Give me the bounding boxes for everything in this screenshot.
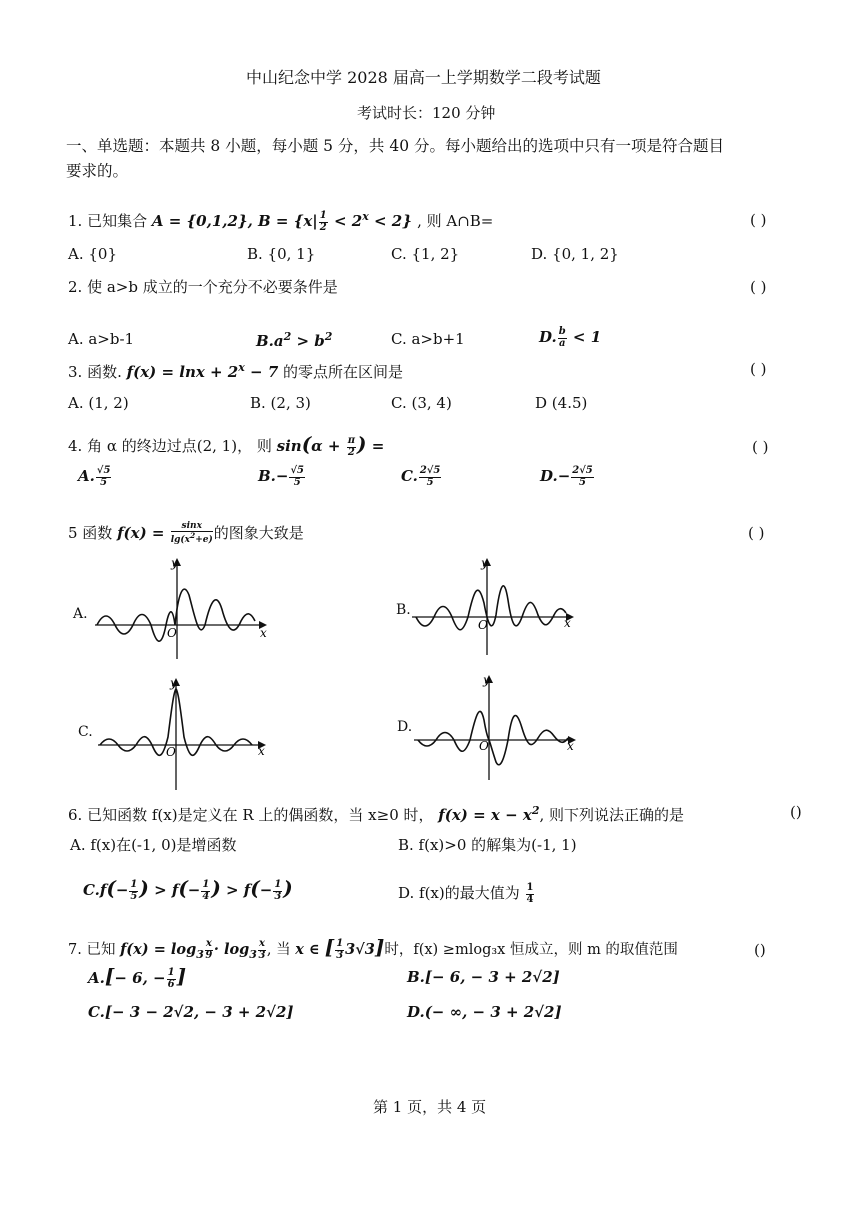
- question-4-option-b: B.− $\frac{√5}{5}$: [258, 465, 304, 488]
- graph-b: [412, 555, 592, 665]
- question-3-stem: 3. 函数. $f(x) = \ln x + 2^x - 7$ 的零点所在区间是: [68, 361, 404, 381]
- question-2-option-a: A. a>b-1: [68, 330, 135, 348]
- question-7-option-a: A.[− 6, − $\frac{1}{6}$ ]: [88, 964, 187, 990]
- question-2-option-d: D. $\frac{b}{a}$ < 1: [539, 326, 602, 349]
- question-6-option-a: A. f(x)在(-1, 0)是增函数: [70, 836, 237, 854]
- question-6-answer-paren: (): [790, 803, 802, 821]
- question-5-answer-paren: ( ): [748, 524, 765, 542]
- graph-b-x-label: x: [564, 616, 571, 630]
- graph-b-origin-label: O: [478, 618, 488, 632]
- question-7-option-c: C.[− 3 − 2√2, − 3 + 2√2]: [88, 1003, 294, 1021]
- question-3-option-b: B. (2, 3): [250, 394, 311, 412]
- graph-c: [98, 675, 278, 795]
- question-1-answer-paren: ( ): [750, 211, 767, 229]
- graph-a: [95, 555, 275, 665]
- graph-d-x-label: x: [567, 739, 574, 753]
- question-3-math: $f(x) = \ln x + 2^x - 7$: [126, 361, 279, 381]
- page-footer: 第 1 页，共 4 页: [373, 1098, 487, 1116]
- question-1-option-d: D. {0, 1, 2}: [531, 245, 619, 263]
- question-1-option-c: C. {1, 2}: [391, 245, 460, 263]
- question-6-option-b: B. f(x)>0 的解集为(-1, 1): [398, 836, 577, 854]
- question-7-stem: 7. 已知 $f(x) = \log_3$ $\frac{x}{9}$ · $\log_3$ $\frac{x}{3}$ , 当 x ∈ [ $\frac{1}{3}$ 3√3]时，f(x) ≥mlog₃x 恒成立，则 m 的取值范围: [68, 935, 678, 961]
- question-3-option-c: C. (3, 4): [391, 394, 452, 412]
- graph-c-label: C.: [78, 724, 93, 740]
- graph-a-origin-label: O: [167, 626, 177, 640]
- question-7-option-b: B.[− 6, − 3 + 2√2]: [407, 968, 560, 986]
- graph-d-y-label: y: [483, 673, 490, 687]
- exam-duration: 考试时长：120 分钟: [357, 104, 496, 122]
- question-4-option-c: C. $\frac{2√5}{5}$: [401, 465, 441, 488]
- graph-b-curve: [416, 586, 566, 630]
- graph-a-label: A.: [73, 606, 88, 622]
- question-6-math: $f(x) = x - x^2$: [438, 804, 540, 824]
- question-1-stem: 1. 已知集合 A = {0,1,2}, B = {x| $\frac{1}{2}$ < $2^x < 2$} , 则 A∩B=: [68, 210, 494, 233]
- question-4-math: sin(α + $\frac{\pi}{2}$ ) =: [276, 432, 385, 458]
- graph-a-y-label: y: [171, 556, 178, 570]
- question-3-answer-paren: ( ): [750, 360, 767, 378]
- graph-b-y-label: y: [481, 556, 488, 570]
- question-1-option-b: B. {0, 1}: [247, 245, 316, 263]
- question-1-option-a: A. {0}: [68, 245, 117, 263]
- graph-d-origin-label: O: [479, 739, 489, 753]
- question-2-stem: 2. 使 a>b 成立的一个充分不必要条件是: [68, 278, 338, 296]
- question-6-stem: 6. 已知函数 f(x)是定义在 R 上的偶函数，当 x≥0 时， $f(x) = x - x^2$, 则下列说法正确的是: [68, 804, 685, 824]
- question-4-stem: 4. 角 α 的终边过点(2, 1)， 则 sin(α + $\frac{\pi}{2}$ ) =: [68, 432, 385, 458]
- question-7-answer-paren: (): [754, 941, 766, 959]
- question-4-answer-paren: ( ): [752, 438, 769, 456]
- question-7-math: $f(x) = \log_3$ $\frac{x}{9}$ · $\log_3$ $\frac{x}{3}$: [120, 938, 266, 961]
- question-7-option-d: D.(− ∞, − 3 + 2√2]: [407, 1003, 562, 1021]
- exam-title: 中山纪念中学 2028 届高一上学期数学二段考试题: [246, 68, 601, 87]
- graph-d-curve: [418, 711, 568, 764]
- question-3-option-d: D (4.5): [535, 394, 588, 412]
- graph-a-x-label: x: [260, 626, 267, 640]
- graph-c-origin-label: O: [166, 745, 176, 759]
- question-2-answer-paren: ( ): [750, 278, 767, 296]
- question-5-stem: 5 函数 f(x) = $\frac{\sin x}{\lg(x^2+e)}$ 的图象大致是: [68, 521, 304, 546]
- graph-c-x-label: x: [258, 744, 265, 758]
- graph-d-label: D.: [397, 719, 413, 735]
- graph-b-label: B.: [396, 602, 411, 618]
- question-2-option-c: C. a>b+1: [391, 330, 465, 348]
- question-3-option-a: A. (1, 2): [68, 394, 129, 412]
- question-1-math: A = {0,1,2}, B = {x| $\frac{1}{2}$ < $2^x < 2$}: [151, 210, 418, 233]
- question-2-option-b: $B.a^2 > b^2$: [256, 330, 333, 350]
- question-6-option-d: D. f(x)的最大值为 $\frac{1}{4}$: [398, 882, 534, 905]
- question-4-option-a: A. $\frac{√5}{5}$: [78, 465, 111, 488]
- section-heading-line2: 要求的。: [66, 162, 129, 180]
- question-5-math: f(x) = $\frac{\sin x}{\lg(x^2+e)}$: [117, 521, 213, 546]
- question-4-option-d: D.− $\frac{2√5}{5}$: [540, 465, 593, 488]
- question-6-option-c: C.f(− $\frac{1}{5}$ ) > f(− $\frac{1}{4}$ ) > f(− $\frac{1}{3}$ ): [83, 876, 293, 902]
- graph-d: [414, 672, 594, 787]
- graph-c-y-label: y: [170, 676, 177, 690]
- section-heading-line1: 一、单选题：本题共 8 小题，每小题 5 分，共 40 分。每小题给出的选项中只有一项是符合题目: [66, 137, 725, 155]
